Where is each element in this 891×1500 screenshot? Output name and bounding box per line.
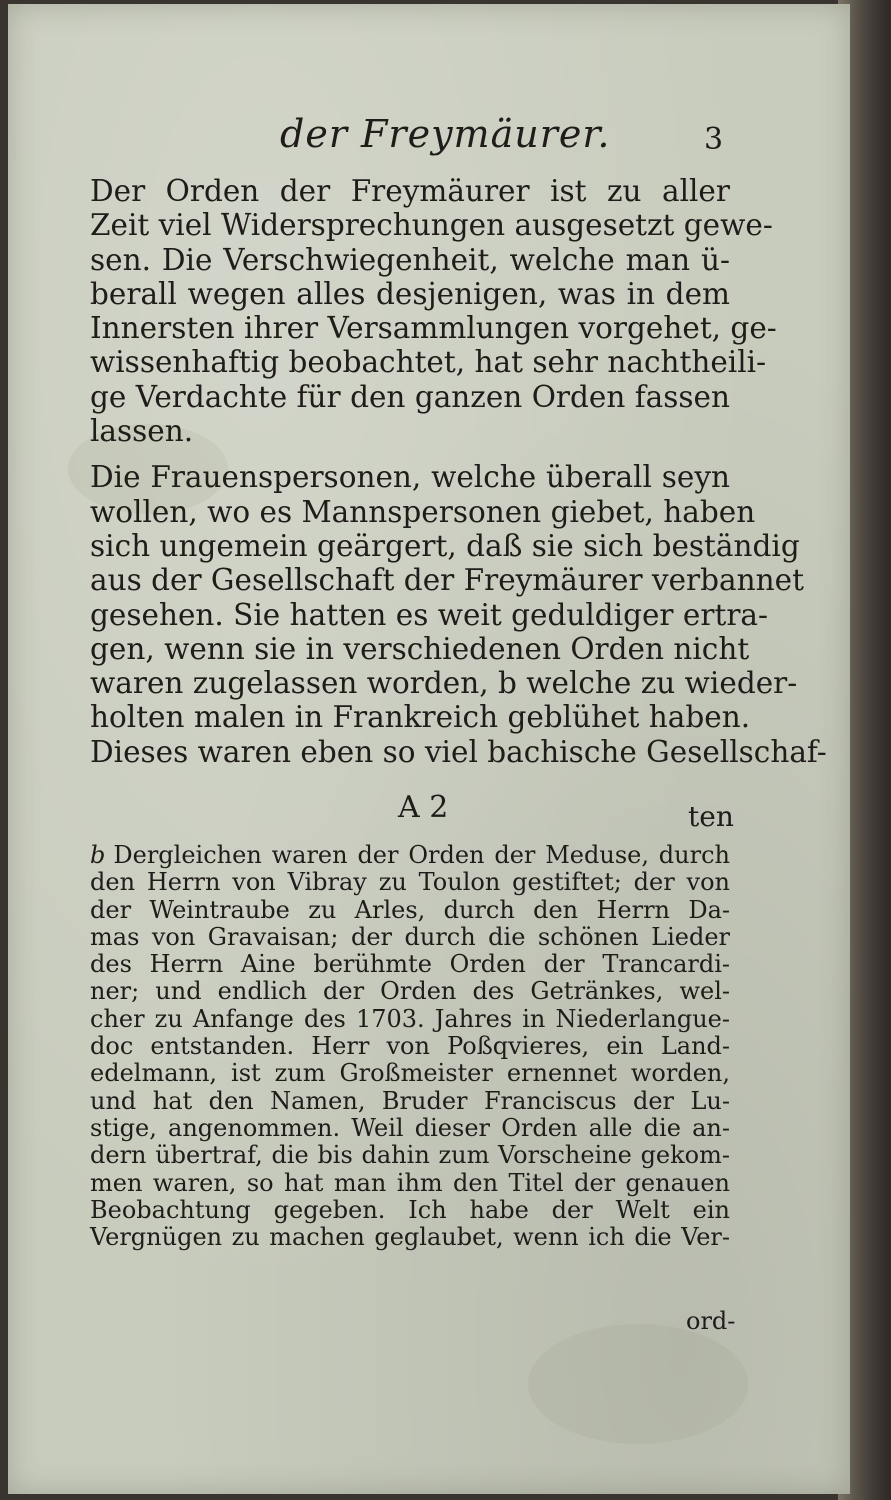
text-line: wissenhaftig beobachtet, hat sehr nachtheili- [90, 345, 767, 380]
footnote-line: edelmann, ist zum Großmeister ernennet worden, [90, 1059, 730, 1088]
text-line: wollen, wo es Mannspersonen giebet, haben [90, 494, 756, 529]
footnote-line: Vergnügen zu machen geglaubet, wenn ich die Ver- [90, 1223, 730, 1252]
footnote-line: der Weintraube zu Arles, durch den Herrn Da- [90, 895, 730, 924]
signature-mark: A 2 [398, 790, 449, 825]
text-line: Dieses waren eben so viel bachische Gesellschaf- [90, 734, 827, 769]
footnote-line: dern übertraf, die bis dahin zum Vorscheine gekom- [90, 1141, 730, 1170]
footnote-line: mas von Gravaisan; der durch die schönen Lieder [90, 922, 730, 951]
footnote-catchword: ord- [686, 1307, 736, 1335]
text-line: Der Orden der Freymäurer ist zu aller [90, 174, 730, 208]
text-line: holten malen in Frankreich geblühet haben. [90, 700, 751, 735]
catchword: ten [688, 800, 734, 833]
footnote-line: stige, angenommen. Weil dieser Orden alle die an- [90, 1113, 730, 1142]
footnote-line: Beobachtung gegeben. Ich habe der Welt ein [90, 1195, 730, 1224]
footnote-line: den Herrn von Vibray zu Toulon gestiftet; der von [90, 868, 730, 897]
text-line: gesehen. Sie hatten es weit geduldiger ertra- [90, 597, 768, 632]
page-header [8, 104, 850, 164]
footnote-line: doc entstanden. Herr von Poßqvieres, ein Land- [90, 1032, 730, 1061]
text-line: aus der Gesellschaft der Freymäurer verbannet [90, 563, 804, 598]
text-line: Innersten ihrer Versammlungen vorgehet, ge- [90, 311, 777, 346]
paragraph-2 [90, 460, 827, 769]
text-line: lassen. [90, 414, 194, 449]
text-line: gen, wenn sie in verschiedenen Orden nicht [90, 631, 750, 666]
footnote-line [90, 842, 730, 869]
footnote-line-text: Dergleichen waren der Orden der Meduse, durch [113, 841, 730, 869]
footnote-line: men waren, so hat man ihm den Titel der genauen [90, 1168, 730, 1197]
book-page [8, 4, 850, 1494]
running-title: der Freymäurer. [280, 112, 611, 156]
footnote-line: ner; und endlich der Orden des Getränkes, wel- [90, 977, 730, 1006]
text-line: Die Frauenspersonen, welche überall seyn [90, 460, 730, 495]
main-text-block [90, 174, 827, 769]
paragraph-gap [90, 448, 730, 460]
text-line: Zeit viel Widersprechungen ausgesetzt gewe- [90, 208, 773, 243]
text-line: sen. Die Verschwiegenheit, welche man ü- [90, 242, 730, 277]
text-line: sich ungemein geärgert, daß sie sich beständig [90, 528, 800, 563]
footnote-block [90, 842, 730, 1251]
footnote-line: und hat den Namen, Bruder Franciscus der Lu- [90, 1086, 730, 1115]
paragraph-1 [90, 174, 777, 449]
text-line: waren zugelassen worden, b welche zu wieder- [90, 666, 798, 701]
footnote-marker: b [90, 841, 106, 869]
footnote-line: cher zu Anfange des 1703. Jahres in Niederlangue- [90, 1004, 730, 1033]
text-line: berall wegen alles desjenigen, was in dem [90, 276, 730, 311]
paper-stain [528, 1324, 748, 1444]
text-line: ge Verdachte für den ganzen Orden fassen [90, 379, 730, 414]
footnote-line: des Herrn Aine berühmte Orden der Trancardi- [90, 950, 730, 979]
page-number: 3 [704, 122, 724, 157]
